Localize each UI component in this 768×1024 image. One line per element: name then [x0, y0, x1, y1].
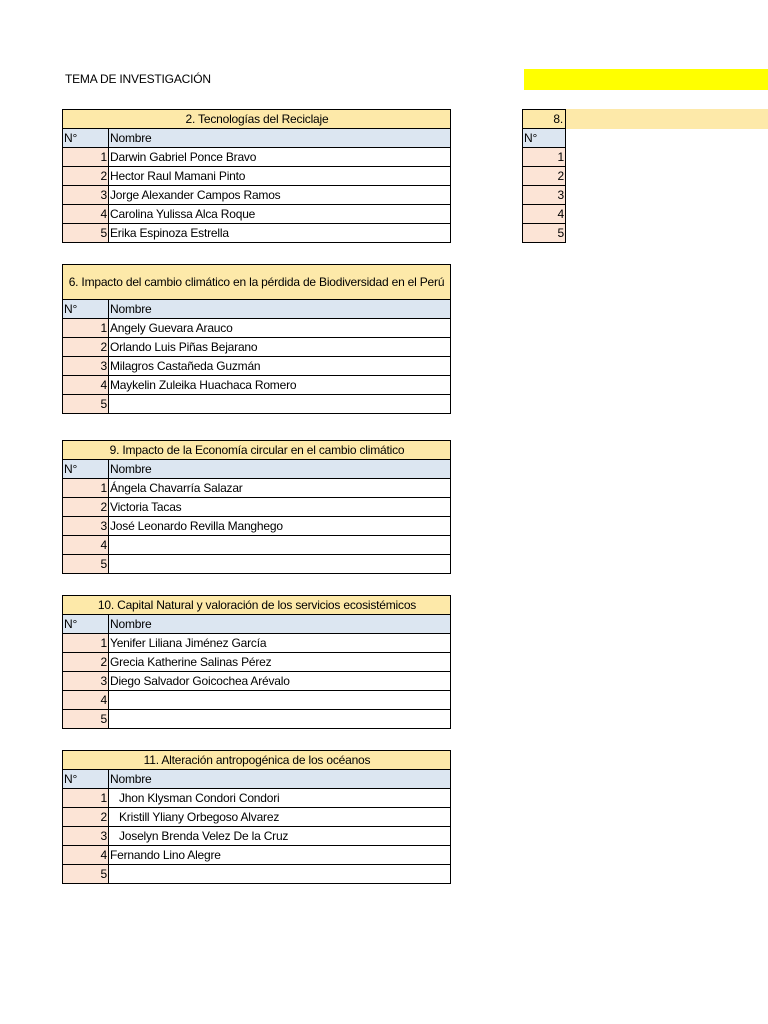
row-name[interactable] — [109, 865, 451, 884]
highlight-cell — [524, 69, 768, 90]
row-number[interactable]: 5 — [63, 710, 109, 729]
col-header-num: N° — [63, 300, 109, 319]
table-row — [523, 205, 566, 224]
row-number[interactable]: 1 — [63, 789, 109, 808]
table-row — [63, 517, 451, 536]
row-name[interactable] — [109, 395, 451, 414]
col-header-name: Nombre — [109, 460, 451, 479]
row-name[interactable] — [109, 691, 451, 710]
table-row — [63, 224, 451, 243]
table-row — [63, 691, 451, 710]
table-row — [63, 167, 451, 186]
group-table-reciclaje — [62, 109, 451, 243]
table-row — [63, 479, 451, 498]
row-number[interactable]: 1 — [523, 148, 566, 167]
row-name[interactable]: Carolina Yulissa Alca Roque — [109, 205, 451, 224]
row-number[interactable]: 5 — [63, 555, 109, 574]
table-row — [63, 357, 451, 376]
table-row — [63, 808, 451, 827]
table-row — [63, 653, 451, 672]
row-number[interactable]: 3 — [63, 186, 109, 205]
table-row — [63, 148, 451, 167]
group-table-oceanos — [62, 750, 451, 884]
row-number[interactable]: 5 — [523, 224, 566, 243]
row-name[interactable]: Joselyn Brenda Velez De la Cruz — [109, 827, 451, 846]
table-row — [63, 186, 451, 205]
row-number[interactable]: 4 — [63, 846, 109, 865]
row-number[interactable]: 4 — [63, 536, 109, 555]
row-name[interactable]: Maykelin Zuleika Huachaca Romero — [109, 376, 451, 395]
row-name[interactable] — [109, 555, 451, 574]
col-header-name: Nombre — [109, 300, 451, 319]
row-name[interactable]: Kristill Yliany Orbegoso Alvarez — [109, 808, 451, 827]
row-number[interactable]: 1 — [63, 634, 109, 653]
row-number[interactable]: 3 — [63, 357, 109, 376]
row-number[interactable]: 4 — [63, 205, 109, 224]
row-name[interactable]: Angely Guevara Arauco — [109, 319, 451, 338]
col-header-num: N° — [63, 615, 109, 634]
table-row — [63, 319, 451, 338]
row-name[interactable]: Fernando Lino Alegre — [109, 846, 451, 865]
group-title: 6. Impacto del cambio climático en la pérdida de Biodiversidad en el Perú — [63, 265, 451, 300]
group-table-8 — [522, 109, 566, 243]
group-title: 10. Capital Natural y valoración de los servicios ecosistémicos — [63, 596, 451, 615]
col-header-num: N° — [63, 770, 109, 789]
page-title: TEMA DE INVESTIGACIÓN — [65, 72, 211, 86]
table-row — [63, 555, 451, 574]
group-title: 8. — [523, 110, 566, 129]
table-row — [63, 536, 451, 555]
row-number[interactable]: 2 — [63, 338, 109, 357]
row-name[interactable] — [109, 536, 451, 555]
row-number[interactable]: 3 — [523, 186, 566, 205]
table-row — [63, 789, 451, 808]
row-number[interactable]: 3 — [63, 827, 109, 846]
group-table-biodiversidad — [62, 264, 451, 414]
group-title: 11. Alteración antropogénica de los océanos — [63, 751, 451, 770]
col-header-name: Nombre — [109, 129, 451, 148]
col-header-num: N° — [63, 460, 109, 479]
row-name[interactable]: José Leonardo Revilla Manghego — [109, 517, 451, 536]
table-row — [63, 376, 451, 395]
row-number[interactable]: 4 — [523, 205, 566, 224]
row-name[interactable]: Yenifer Liliana Jiménez García — [109, 634, 451, 653]
row-number[interactable]: 4 — [63, 691, 109, 710]
row-name[interactable]: Darwin Gabriel Ponce Bravo — [109, 148, 451, 167]
table-row — [63, 710, 451, 729]
row-number[interactable]: 1 — [63, 319, 109, 338]
row-number[interactable]: 5 — [63, 395, 109, 414]
table-row — [63, 634, 451, 653]
row-number[interactable]: 1 — [63, 148, 109, 167]
row-number[interactable]: 2 — [523, 167, 566, 186]
row-name[interactable]: Diego Salvador Goicochea Arévalo — [109, 672, 451, 691]
group-table-economia-circular — [62, 440, 451, 574]
table-row — [63, 827, 451, 846]
table-row — [63, 846, 451, 865]
table-row — [523, 167, 566, 186]
row-number[interactable]: 5 — [63, 865, 109, 884]
row-number[interactable]: 2 — [63, 167, 109, 186]
col-header-num: N° — [63, 129, 109, 148]
row-number[interactable]: 2 — [63, 498, 109, 517]
table-row — [63, 205, 451, 224]
group-title: 2. Tecnologías del Reciclaje — [63, 110, 451, 129]
row-number[interactable]: 2 — [63, 653, 109, 672]
group-table-capital-natural — [62, 595, 451, 729]
group-title: 9. Impacto de la Economía circular en el cambio climático — [63, 441, 451, 460]
row-name[interactable]: Jorge Alexander Campos Ramos — [109, 186, 451, 205]
table-row — [63, 338, 451, 357]
col-header-num: N° — [523, 129, 566, 148]
row-number[interactable]: 3 — [63, 672, 109, 691]
row-name[interactable]: Milagros Castañeda Guzmán — [109, 357, 451, 376]
group-title-overflow — [566, 109, 768, 129]
row-name[interactable]: Grecia Katherine Salinas Pérez — [109, 653, 451, 672]
row-name[interactable]: Jhon Klysman Condori Condori — [109, 789, 451, 808]
row-name[interactable] — [109, 710, 451, 729]
row-name[interactable]: Erika Espinoza Estrella — [109, 224, 451, 243]
row-number[interactable]: 5 — [63, 224, 109, 243]
row-name[interactable]: Orlando Luis Piñas Bejarano — [109, 338, 451, 357]
row-name[interactable]: Ángela Chavarría Salazar — [109, 479, 451, 498]
col-header-name: Nombre — [109, 615, 451, 634]
table-row — [63, 865, 451, 884]
table-row — [523, 186, 566, 205]
row-number[interactable]: 4 — [63, 376, 109, 395]
table-row — [523, 148, 566, 167]
col-header-name: Nombre — [109, 770, 451, 789]
row-number[interactable]: 3 — [63, 517, 109, 536]
row-name[interactable]: Victoria Tacas — [109, 498, 451, 517]
row-name[interactable]: Hector Raul Mamani Pinto — [109, 167, 451, 186]
table-row — [523, 224, 566, 243]
table-row — [63, 498, 451, 517]
table-row — [63, 672, 451, 691]
row-number[interactable]: 1 — [63, 479, 109, 498]
row-number[interactable]: 2 — [63, 808, 109, 827]
table-row — [63, 395, 451, 414]
